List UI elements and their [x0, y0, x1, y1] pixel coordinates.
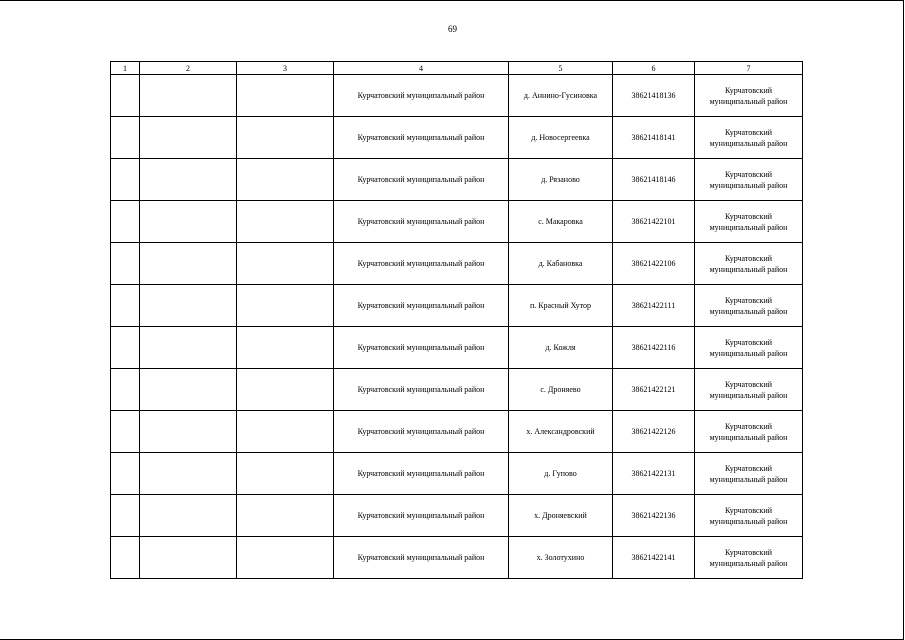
settlement-name-cell: д. Гупово [509, 453, 613, 495]
municipal-district-cell: Курчатовский муниципальный район [334, 201, 509, 243]
municipal-district-cell: Курчатовский муниципальный район [334, 243, 509, 285]
municipal-formation-cell: Курчатовский муниципальный район [695, 159, 803, 201]
page-number: 69 [448, 24, 457, 34]
municipal-district-cell: Курчатовский муниципальный район [334, 411, 509, 453]
row-number-cell [111, 243, 140, 285]
column-2-cell [140, 285, 237, 327]
table-row [111, 117, 803, 159]
municipal-district-cell: Курчатовский муниципальный район [334, 117, 509, 159]
column-3-cell [237, 495, 334, 537]
column-2-cell [140, 369, 237, 411]
municipal-formation-cell: Курчатовский муниципальный район [695, 243, 803, 285]
settlement-name-cell: с. Дроняево [509, 369, 613, 411]
table-header-row [111, 62, 803, 75]
municipal-formation-cell: Курчатовский муниципальный район [695, 411, 803, 453]
municipal-formation-cell: Курчатовский муниципальный район [695, 537, 803, 579]
column-3-cell [237, 369, 334, 411]
column-3-cell [237, 117, 334, 159]
oktmo-code-cell: 38621422121 [613, 369, 695, 411]
settlement-name-cell: п. Красный Хутор [509, 285, 613, 327]
municipal-formation-cell: Курчатовский муниципальный район [695, 285, 803, 327]
column-3-cell [237, 243, 334, 285]
municipal-formation-cell: Курчатовский муниципальный район [695, 327, 803, 369]
column-header: 2 [140, 62, 237, 75]
settlement-name-cell: х. Александровский [509, 411, 613, 453]
column-3-cell [237, 285, 334, 327]
table-row [111, 453, 803, 495]
municipal-district-cell: Курчатовский муниципальный район [334, 537, 509, 579]
municipal-formation-cell: Курчатовский муниципальный район [695, 201, 803, 243]
column-3-cell [237, 327, 334, 369]
column-3-cell [237, 159, 334, 201]
column-3-cell [237, 537, 334, 579]
municipal-formation-cell: Курчатовский муниципальный район [695, 495, 803, 537]
column-2-cell [140, 75, 237, 117]
settlements-table [110, 61, 803, 579]
settlement-name-cell: д. Рязаново [509, 159, 613, 201]
table-row [111, 201, 803, 243]
column-3-cell [237, 453, 334, 495]
oktmo-code-cell: 38621418146 [613, 159, 695, 201]
oktmo-code-cell: 38621422101 [613, 201, 695, 243]
table-row [111, 537, 803, 579]
settlement-name-cell: д. Аннино-Гусиновка [509, 75, 613, 117]
oktmo-code-cell: 38621422106 [613, 243, 695, 285]
oktmo-code-cell: 38621422141 [613, 537, 695, 579]
table-row [111, 369, 803, 411]
column-2-cell [140, 117, 237, 159]
settlement-name-cell: х. Дроняевский [509, 495, 613, 537]
municipal-formation-cell: Курчатовский муниципальный район [695, 453, 803, 495]
row-number-cell [111, 537, 140, 579]
column-2-cell [140, 537, 237, 579]
row-number-cell [111, 159, 140, 201]
oktmo-code-cell: 38621422111 [613, 285, 695, 327]
municipal-district-cell: Курчатовский муниципальный район [334, 453, 509, 495]
settlement-name-cell: х. Золотухино [509, 537, 613, 579]
column-2-cell [140, 327, 237, 369]
settlement-name-cell: д. Кабановка [509, 243, 613, 285]
table-row [111, 75, 803, 117]
settlement-name-cell: д. Кожля [509, 327, 613, 369]
row-number-cell [111, 117, 140, 159]
municipal-formation-cell: Курчатовский муниципальный район [695, 369, 803, 411]
municipal-district-cell: Курчатовский муниципальный район [334, 327, 509, 369]
settlement-name-cell: д. Новосергеевка [509, 117, 613, 159]
column-3-cell [237, 75, 334, 117]
column-3-cell [237, 201, 334, 243]
oktmo-code-cell: 38621418141 [613, 117, 695, 159]
column-2-cell [140, 453, 237, 495]
column-header: 4 [334, 62, 509, 75]
table-row [111, 327, 803, 369]
column-2-cell [140, 159, 237, 201]
oktmo-code-cell: 38621418136 [613, 75, 695, 117]
municipal-district-cell: Курчатовский муниципальный район [334, 495, 509, 537]
row-number-cell [111, 201, 140, 243]
municipal-district-cell: Курчатовский муниципальный район [334, 285, 509, 327]
oktmo-code-cell: 38621422126 [613, 411, 695, 453]
column-header: 1 [111, 62, 140, 75]
column-2-cell [140, 201, 237, 243]
column-3-cell [237, 411, 334, 453]
column-header: 6 [613, 62, 695, 75]
row-number-cell [111, 75, 140, 117]
row-number-cell [111, 327, 140, 369]
column-2-cell [140, 243, 237, 285]
municipal-formation-cell: Курчатовский муниципальный район [695, 117, 803, 159]
table-row [111, 495, 803, 537]
municipal-district-cell: Курчатовский муниципальный район [334, 159, 509, 201]
oktmo-code-cell: 38621422116 [613, 327, 695, 369]
column-header: 5 [509, 62, 613, 75]
oktmo-code-cell: 38621422136 [613, 495, 695, 537]
row-number-cell [111, 285, 140, 327]
column-2-cell [140, 411, 237, 453]
municipal-district-cell: Курчатовский муниципальный район [334, 369, 509, 411]
column-header: 7 [695, 62, 803, 75]
row-number-cell [111, 411, 140, 453]
row-number-cell [111, 369, 140, 411]
municipal-district-cell: Курчатовский муниципальный район [334, 75, 509, 117]
column-2-cell [140, 495, 237, 537]
row-number-cell [111, 495, 140, 537]
column-header: 3 [237, 62, 334, 75]
municipal-formation-cell: Курчатовский муниципальный район [695, 75, 803, 117]
oktmo-code-cell: 38621422131 [613, 453, 695, 495]
row-number-cell [111, 453, 140, 495]
table-row [111, 285, 803, 327]
settlement-name-cell: с. Макаровка [509, 201, 613, 243]
table-row [111, 243, 803, 285]
table-row [111, 159, 803, 201]
table-row [111, 411, 803, 453]
